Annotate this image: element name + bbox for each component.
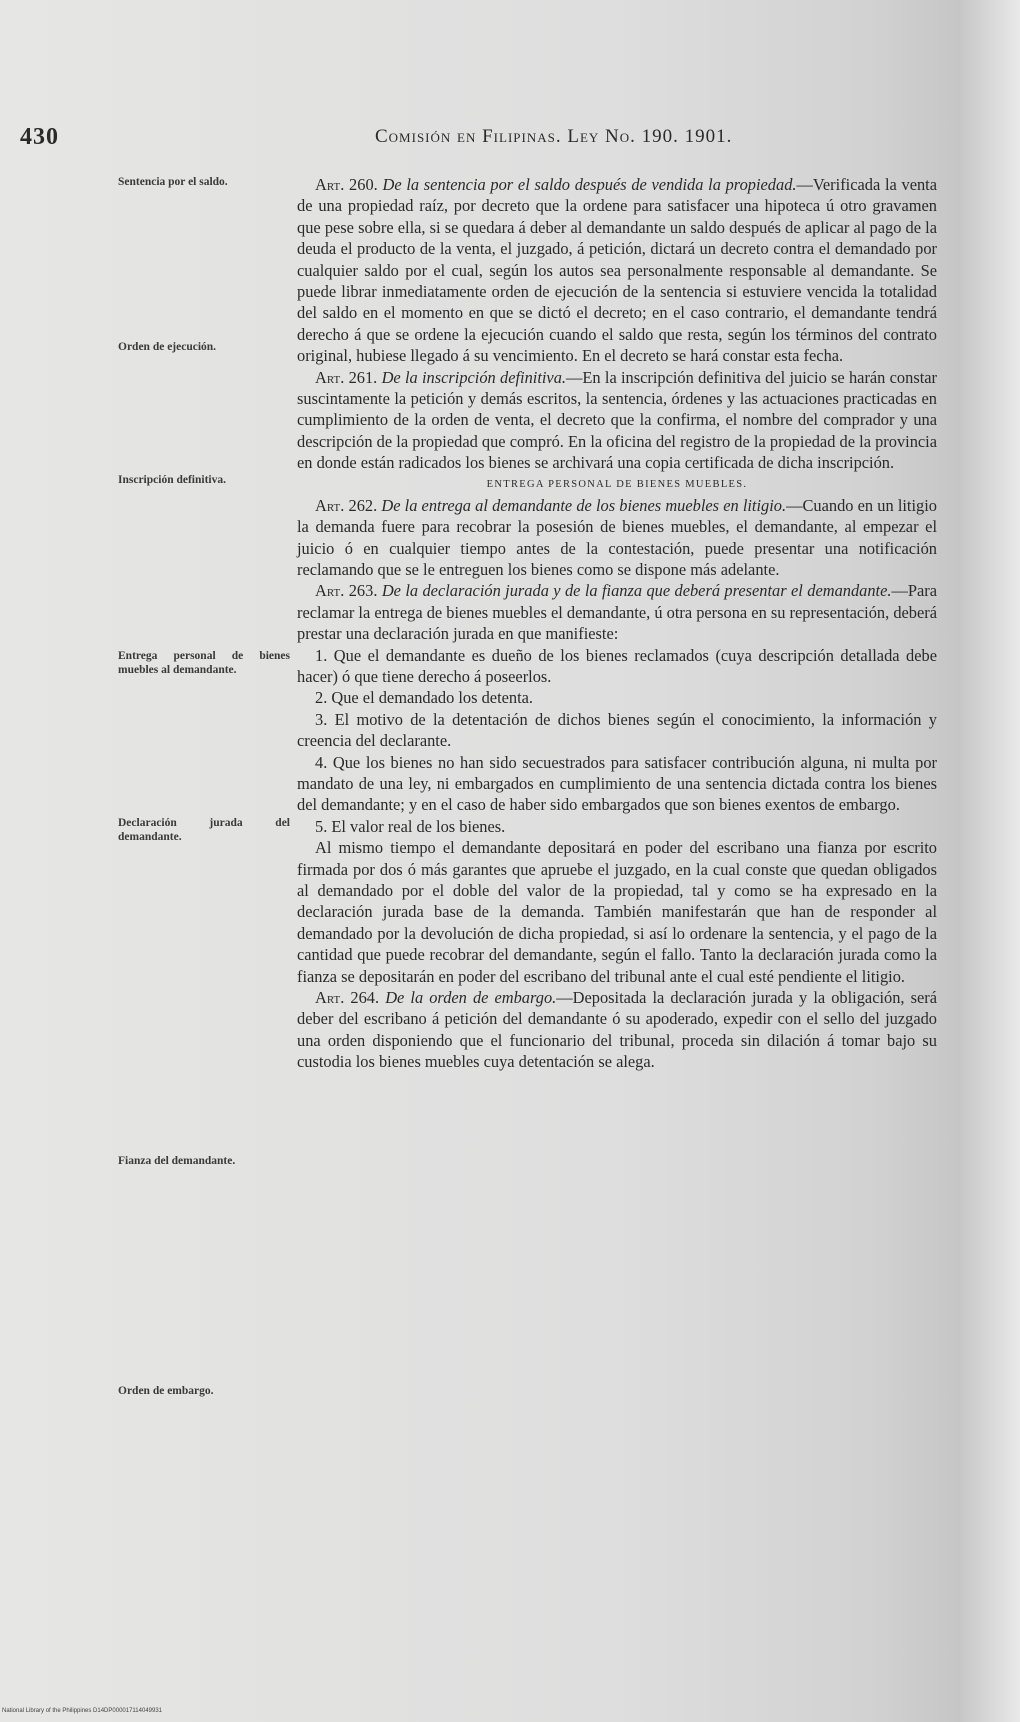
article-263-item: 5. El valor real de los bienes.: [315, 816, 506, 836]
article-263-item: 4. Que los bienes no han sido secuestrados para satisfacer contribución alguna, ni multa por mandato de una ley, ni embargados en cumplimiento de una sentencia dictada contra los bienes del demandante; y en el caso de haber sido embargados que son bienes exentos de embargo.: [297, 752, 937, 815]
page-header: [20, 124, 880, 154]
article-260-text: —Verificada la venta de una propiedad raíz, por decreto que la ordene para satisfacer una hipoteca ú otro gravamen que pese sobre ella, si se quedara á deber al demandante un saldo después de aplicar al pago de la deuda el producto de la venta, el juzgado, á petición, dictará un decreto contra el demandado por cualquier saldo por el cual, según los autos sea personalmente responsable al demandante. Se puede librar inmediatamente orden de ejecución de la sentencia si estuviere vencida la totalidad del saldo en el momento en que se dictó el decreto; en el caso contrario, el demandante tendrá derecho á que se ordene la ejecución cuando el saldo que resta, según los términos del contrato original, hubiese llegado á su vencimiento. En el decreto se hará constar esta fecha.: [297, 175, 938, 366]
margin-note-inscripcion: Inscripción definitiva.: [118, 474, 226, 486]
article-261-text: —En la inscripción definitiva del juicio se harán constar suscintamente la petición y demás escritos, la sentencia, órdenes y las actuaciones practicadas en cumplimiento de la orden de venta, el decreto que la confirma, el nombre del comprador y una descripción de la propiedad que compró. En la oficina del registro de la propiedad de la provincia en donde están radicados los bienes se archivará una copia certificada de dicha inscripción.: [297, 367, 937, 473]
running-head: Comisión en Filipinas. Ley No. 190. 1901.: [375, 126, 733, 147]
article-262: [297, 495, 937, 581]
article-261-number: Art. 261.: [315, 367, 378, 387]
article-264: [297, 987, 937, 1073]
article-263-number: Art. 263.: [315, 581, 378, 601]
article-260: [297, 174, 937, 367]
page-number: 430: [20, 124, 59, 150]
article-264-number: Art. 264.: [315, 988, 380, 1008]
article-261: [297, 367, 937, 474]
article-262-text: —Cuando en un litigio la demanda fuere para recobrar la posesión de bienes muebles, el demandante, al empezar el juicio ó en cualquier tiempo antes de la contestación, puede presentar una notificación reclamando que se le entreguen los bienes como se dispone más adelante.: [297, 495, 937, 579]
margin-note-orden-ejecucion: Orden de ejecución.: [118, 341, 217, 353]
body-text: [297, 174, 937, 1073]
article-263: [297, 580, 937, 644]
article-263-item: 1. Que el demandante es dueño de los bienes reclamados (cuya descripción detallada debe hacer) ó que tiene derecho á poseerlos.: [297, 645, 937, 686]
article-264-text: —Depositada la declaración jurada y la obligación, será deber del escribano á petición del demandante ó su apoderado, expedir con el sello del juzgado una orden disponiendo que el funcionario del tribunal, proceda sin dilación á tomar bajo su custodia los bienes muebles cuya detentación se alega.: [297, 988, 937, 1072]
article-261-title: De la inscripción definitiva.: [381, 367, 567, 387]
margin-note-fianza: Fianza del demandante.: [118, 1155, 236, 1167]
section-heading: ENTREGA PERSONAL DE BIENES MUEBLES.: [486, 478, 748, 490]
margin-note-sentencia: Sentencia por el saldo.: [118, 176, 228, 188]
article-260-title: De la sentencia por el saldo después de vendida la propiedad.: [382, 175, 797, 194]
article-263-title: De la declaración jurada y de la fianza que deberá presentar el demandante.: [381, 581, 892, 601]
article-264-title: De la orden de embargo.: [385, 988, 557, 1008]
article-263-fianza: Al mismo tiempo el demandante depositará en poder del escribano una fianza por escrito firmada por dos ó más garantes que apruebe el juzgado, en la cual conste que quedan obligados al demandado por el doble del valor de la propiedad, tal y como se ha expresado en la declaración jurada base de la demanda. También manifestarán que han de responder al demandado por la devolución de dicha propiedad, si así lo ordenare la sentencia, y el pago de la cantidad que puede recobrar del demandante, según el fallo. Tanto la declaración jurada como la fianza se depositarán en poder del escribano del tribunal ante el cual esté pendiente el litigio.: [297, 838, 937, 986]
margin-note-declaracion-jurada: Declaración jurada del demandante.: [118, 817, 290, 843]
scan-footer: National Library of the Philippines D14DP000017114049931: [2, 1708, 163, 1714]
article-263-item: 3. El motivo de la detentación de dichos bienes según el conocimiento, la información y creencia del declarante.: [297, 709, 937, 751]
article-262-title: De la entrega al demandante de los bienes muebles en litigio.: [381, 495, 787, 515]
margin-note-orden-embargo: Orden de embargo.: [118, 1385, 214, 1397]
article-262-number: Art. 262.: [315, 495, 378, 515]
article-260-number: Art. 260.: [315, 175, 378, 194]
article-263-item: 2. Que el demandado los detenta.: [315, 688, 534, 708]
article-263-text: —Para reclamar la entrega de bienes muebles el demandante, ú otra persona en su representación, deberá prestar una declaración jurada en que manifieste:: [297, 581, 937, 644]
margin-note-entrega-personal: Entrega personal de bienes muebles al demandante.: [118, 650, 290, 676]
